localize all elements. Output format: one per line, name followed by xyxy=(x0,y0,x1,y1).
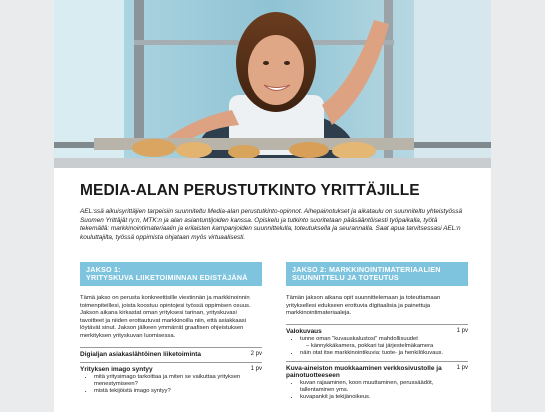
section-label: Yrityksen imago syntyy xyxy=(80,365,153,373)
list-subitem: – kännykkäkamera, pokkari tai järjestelmäkamera xyxy=(306,342,434,349)
hero-illustration xyxy=(54,0,491,168)
divider xyxy=(80,347,262,348)
intro-paragraph: AEL:ssä aikuisyrittäjien tarpeisiin suunniteltu Media-alan perustutkinto-opinnot. Aihepainotukset ja aikataulu on suunniteltu yhteistyössä Suomen Yrittäjät ry:n, MTK:n ja alan asiantuntijoiden kanssa. Opiskelu ja tutkinto suoritetaan pääsääntöisesti työpaikalla, työtä tekemällä: markkinointimateriaalin ja erilaisten kampanjoiden suunnittelulla, toteutuksella ja seurannalla. Saat apua tarvitsessasi AEL:n kouluttajilta, työssä oppimista ohjataan myös virtuaalisesti. xyxy=(80,208,463,241)
jakso-2-section-2-bullets xyxy=(286,380,468,401)
jakso-1-section-2-bullets xyxy=(80,374,262,395)
section-duration: 1 pv xyxy=(456,365,468,372)
section-label: Digialjan asiakaslähtöinen liiketoiminta xyxy=(80,350,202,358)
jakso-1-section-1 xyxy=(80,351,262,358)
jakso-2-section-2 xyxy=(286,365,468,379)
document-page xyxy=(54,0,491,412)
jakso-2-header xyxy=(286,262,468,286)
section-duration: 1 pv xyxy=(456,327,468,334)
section-duration: 1 pv xyxy=(250,365,262,372)
list-item: • kuvan rajaaminen, koon muuttaminen, perussäädöt, tallentaminen yms. xyxy=(300,380,468,394)
divider xyxy=(80,362,262,363)
jakso-2-section-1 xyxy=(286,328,468,335)
jakso-2-column xyxy=(286,262,468,401)
jakso-1-header xyxy=(80,262,262,286)
divider xyxy=(286,324,468,325)
jakso-1-description: Tämä jakso on perusta konkreettisille viestinnän ja markkinoinnin toimenpiteillesi, joista koostuu opintojesi työssä oppimisen osuus. Jakson aikana kirkastat oman yrityksesi tarinan, yrityskuvasi tavoitteet ja niiden erottautuvat markkinoilla niin, että asiakkaasi löytävät sinut. Jakson jälkeen ymmärrät graafisen ohjeistuksen merkityksen yrityskuvan luomisessa. xyxy=(80,295,251,339)
jakso-1-heading: YRITYSKUVA LIIKETOIMINNAN EDISTÄJÄNÄ xyxy=(86,273,248,282)
list-item: • mistä tekijöistä imago syntyy? xyxy=(94,388,262,395)
hero-photo xyxy=(54,0,491,168)
section-label: Valokuvaus xyxy=(286,327,322,335)
jakso-2-heading: JAKSO 2: MARKKINOINTIMATERIAALIEN SUUNNITTELU JA TOTEUTUS xyxy=(292,265,441,282)
section-label: Kuva-aineiston muokkaaminen verkkosivustolle ja painotuotteeseen xyxy=(286,365,442,380)
jakso-1-label: JAKSO 1: xyxy=(86,265,121,274)
intro-section xyxy=(80,182,468,242)
jakso-2-description: Tämän jakson aikana opit suunnittelemaan ja toteuttamaan yrityksellesi edukseen erottuvia digitaalisia ja painettuja markkinointimateriaaleja. xyxy=(286,295,441,317)
list-item: • tunne oman "kuvauskalustosi" mahdollisuudet xyxy=(300,336,468,343)
section-duration: 2 pv xyxy=(250,350,262,357)
list-item: • kuvapankit ja tekijänoikeus. xyxy=(300,394,468,401)
page-title: MEDIA-ALAN PERUSTUTKINTO YRITTÄJILLE xyxy=(80,182,420,199)
jakso-1-section-2 xyxy=(80,366,262,373)
list-item: • näin otat itse markkinointikuvia: tuote- ja henkilökuvaus. xyxy=(300,350,468,357)
jakso-2-section-1-bullets xyxy=(286,336,468,357)
divider xyxy=(286,361,468,362)
list-item: • mitä yritysimago tarkoittaa ja miten se vaikuttaa yrityksen menestymiseen? xyxy=(94,374,262,388)
jakso-1-column xyxy=(80,262,262,395)
